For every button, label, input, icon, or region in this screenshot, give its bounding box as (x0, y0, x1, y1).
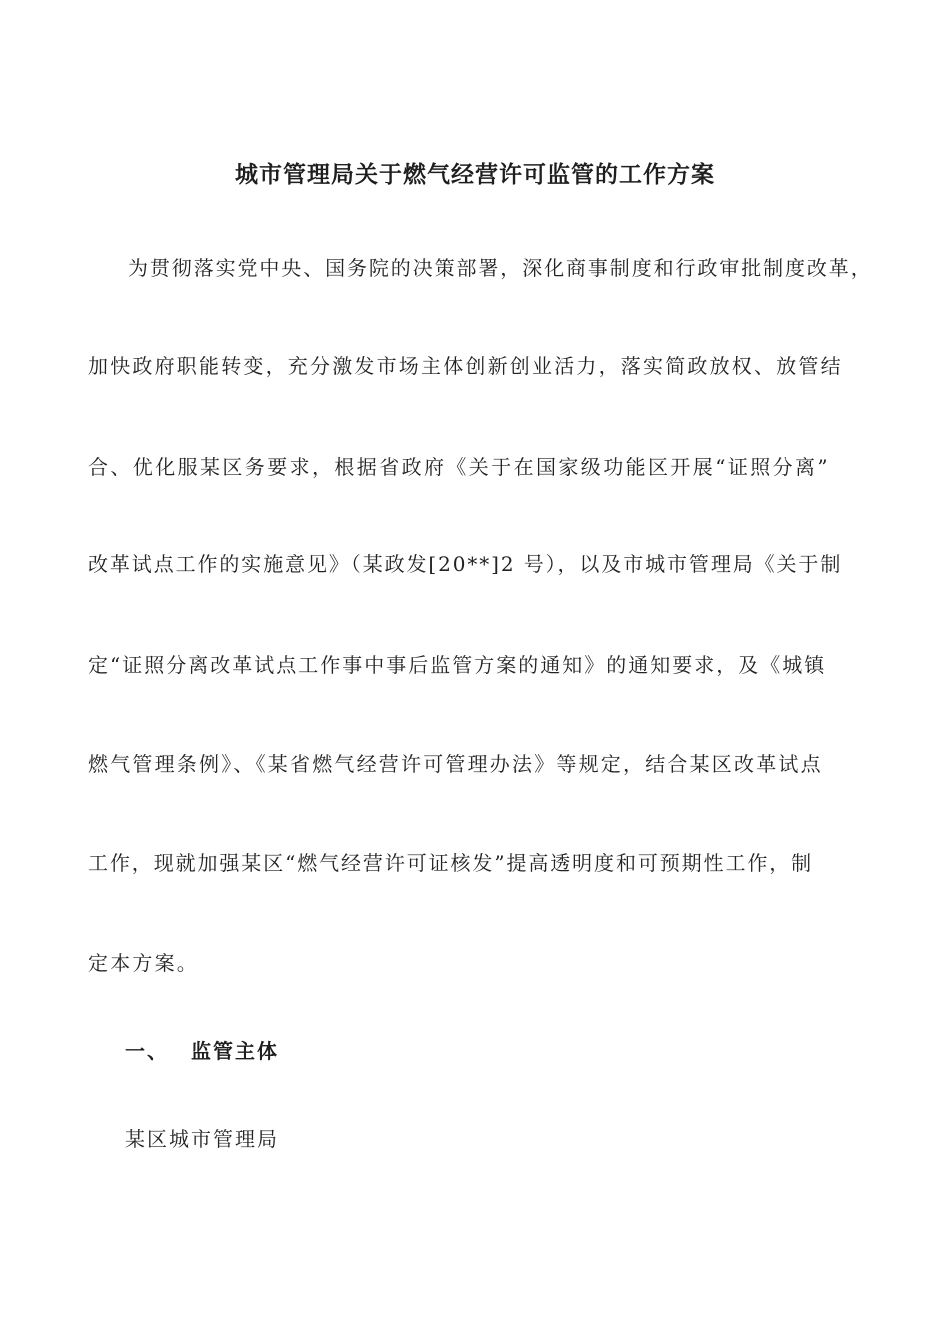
intro-paragraph-line: 改革试点工作的实施意见》（某政发[20**]2 号），以及市城市管理局《关于制 (88, 552, 843, 576)
intro-paragraph-line: 为贯彻落实党中央、国务院的决策部署，深化商事制度和行政审批制度改革， (128, 256, 873, 280)
intro-paragraph-line: 工作，现就加强某区“燃气经营许可证核发”提高透明度和可预期性工作，制 (88, 851, 814, 875)
section-number: 一、 (125, 1039, 169, 1063)
section-heading (125, 1036, 279, 1066)
intro-paragraph-line: 燃气管理条例》、《某省燃气经营许可管理办法》等规定，结合某区改革试点 (88, 752, 823, 776)
intro-paragraph-line: 定“证照分离改革试点工作事中事后监管方案的通知》的通知要求，及《城镇 (88, 653, 827, 677)
section-heading-text: 监管主体 (191, 1039, 279, 1063)
document-title: 城市管理局关于燃气经营许可监管的工作方案 (235, 162, 715, 188)
intro-paragraph-line: 定本方案。 (88, 951, 199, 975)
section-content: 某区城市管理局 (125, 1127, 279, 1151)
intro-paragraph-line: 合、优化服某区务要求，根据省政府《关于在国家级功能区开展“证照分离” (88, 455, 831, 479)
intro-paragraph-line: 加快政府职能转变，充分激发市场主体创新创业活力，落实简政放权、放管结 (88, 354, 843, 378)
